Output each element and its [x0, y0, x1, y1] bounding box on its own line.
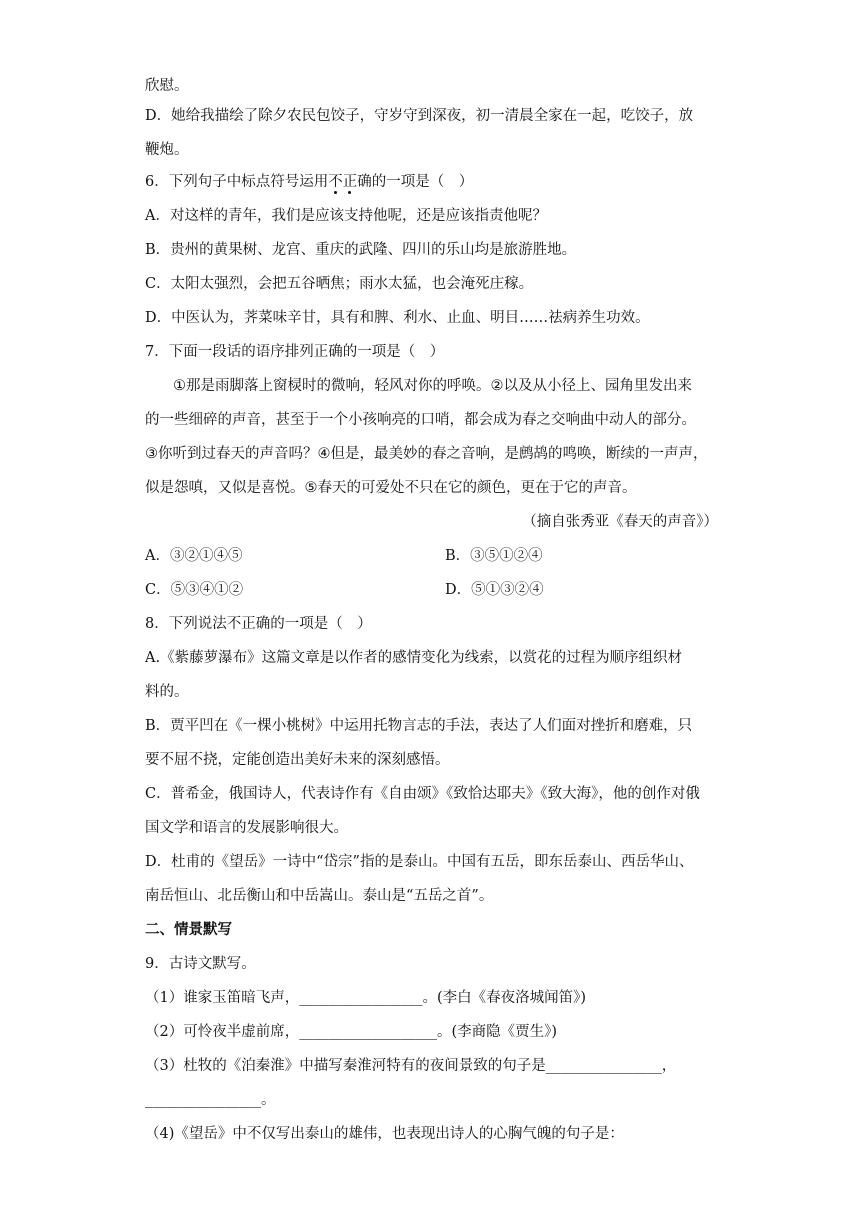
q8-option-a-line2: 料的。	[145, 684, 189, 700]
q7-option-c: C．⑤③④①②	[145, 582, 244, 598]
q7-passage-line2: 的一些细碎的声音，甚至于一个小孩响亮的口哨，都会成为春之交响曲中动人的部分。	[145, 412, 696, 428]
q6-option-a: A．对这样的青年，我们是应该支持他呢，还是应该指责他呢？	[145, 208, 547, 224]
q6-option-c: C．太阳太强烈，会把五谷晒焦；雨水太猛，也会淹死庄稼。	[145, 276, 534, 292]
section-heading: 二、情景默写	[145, 922, 232, 938]
q8-option-d-line1: D．杜甫的《望岳》一诗中“岱宗”指的是泰山。中国有五岳，即东岳泰山、西岳华山、	[145, 854, 694, 870]
q9-item-4: （4)《望岳》中不仅写出泰山的雄伟，也表现出诗人的心胸气魄的句子是：	[145, 1126, 624, 1142]
q9-item-3-line1: （3）杜牧的《泊秦淮》中描写秦淮河特有的夜间景致的句子是________________，	[145, 1058, 677, 1074]
q7-passage-line4: 似是怨嗔，又似是喜悦。⑤春天的可爱处不只在它的颜色，更在于它的声音。	[145, 480, 637, 496]
q6-stem	[145, 172, 720, 192]
q6-emphasis-2: 正	[342, 174, 358, 190]
q7-passage-line3: ③你听到过春天的声音吗？④但是，最美妙的春之音响，是鹧鸪的鸣唤，断续的一声声，	[145, 446, 708, 462]
q5-option-d-line1: D．她给我描绘了除夕农民包饺子，守岁守到深夜，初一清晨全家在一起，吃饺子，放	[145, 108, 694, 124]
q7-source: （摘自张秀亚《春天的声音》）	[522, 514, 718, 530]
q9-stem: 9．古诗文默写。	[145, 956, 256, 972]
q6-option-b: B．贵州的黄果树、龙宫、重庆的武隆、四川的乐山均是旅游胜地。	[145, 242, 577, 258]
q9-item-1: （1）谁家玉笛暗飞声，_________________。(李白《春夜洛城闻笛》)	[145, 990, 587, 1006]
q6-stem-pre: 6．下列句子中标点符号运用	[145, 174, 329, 190]
q6-stem-post: 确的一项是（ ）	[357, 174, 474, 190]
q7-option-b: B．③⑤①②④	[445, 548, 543, 564]
q7-passage-line1: ①那是雨脚落上窗棂时的微响，轻风对你的呼唤。②以及从小径上、园角里发出来	[173, 378, 692, 394]
q8-option-b-line1: B．贾平凹在《一棵小桃树》中运用托物言志的手法，表达了人们面对挫折和磨难，只	[145, 718, 693, 734]
q8-option-a-line1: A.《紫藤萝瀑布》这篇文章是以作者的感情变化为线索，以赏花的过程为顺序组织材	[145, 650, 683, 666]
q5-option-d-line2: 鞭炮。	[145, 142, 189, 158]
q7-option-d: D．⑤①③②④	[445, 582, 544, 598]
q8-option-c-line2: 国文学和语言的发展影响很大。	[145, 820, 348, 836]
q7-option-a: A．③②①④⑤	[145, 548, 243, 564]
q8-option-d-line2: 南岳恒山、北岳衡山和中岳嵩山。泰山是“五岳之首”。	[145, 888, 494, 904]
q6-emphasis-1: 不	[328, 174, 343, 190]
q5-tail: 欣慰。	[145, 78, 189, 94]
q6-option-d: D．中医认为，荠菜味辛甘，具有和脾、利水、止血、明目……祛病养生功效。	[145, 310, 650, 326]
q7-options-row2	[145, 580, 720, 600]
q7-options-row1	[145, 546, 720, 566]
q7-stem: 7．下面一段话的语序排列正确的一项是（ ）	[145, 344, 445, 360]
q9-item-3-line2: ________________。	[145, 1092, 276, 1108]
q8-stem: 8．下列说法不正确的一项是（ ）	[145, 616, 372, 632]
q9-item-2: （2）可怜夜半虚前席，___________________。(李商隐《贾生》)	[145, 1024, 558, 1040]
q8-option-c-line1: C．普希金，俄国诗人，代表诗作有《自由颂》《致恰达耶夫》《致大海》，他的创作对俄	[145, 786, 700, 802]
q8-option-b-line2: 要不屈不挠，定能创造出美好未来的深刻感悟。	[145, 752, 450, 768]
